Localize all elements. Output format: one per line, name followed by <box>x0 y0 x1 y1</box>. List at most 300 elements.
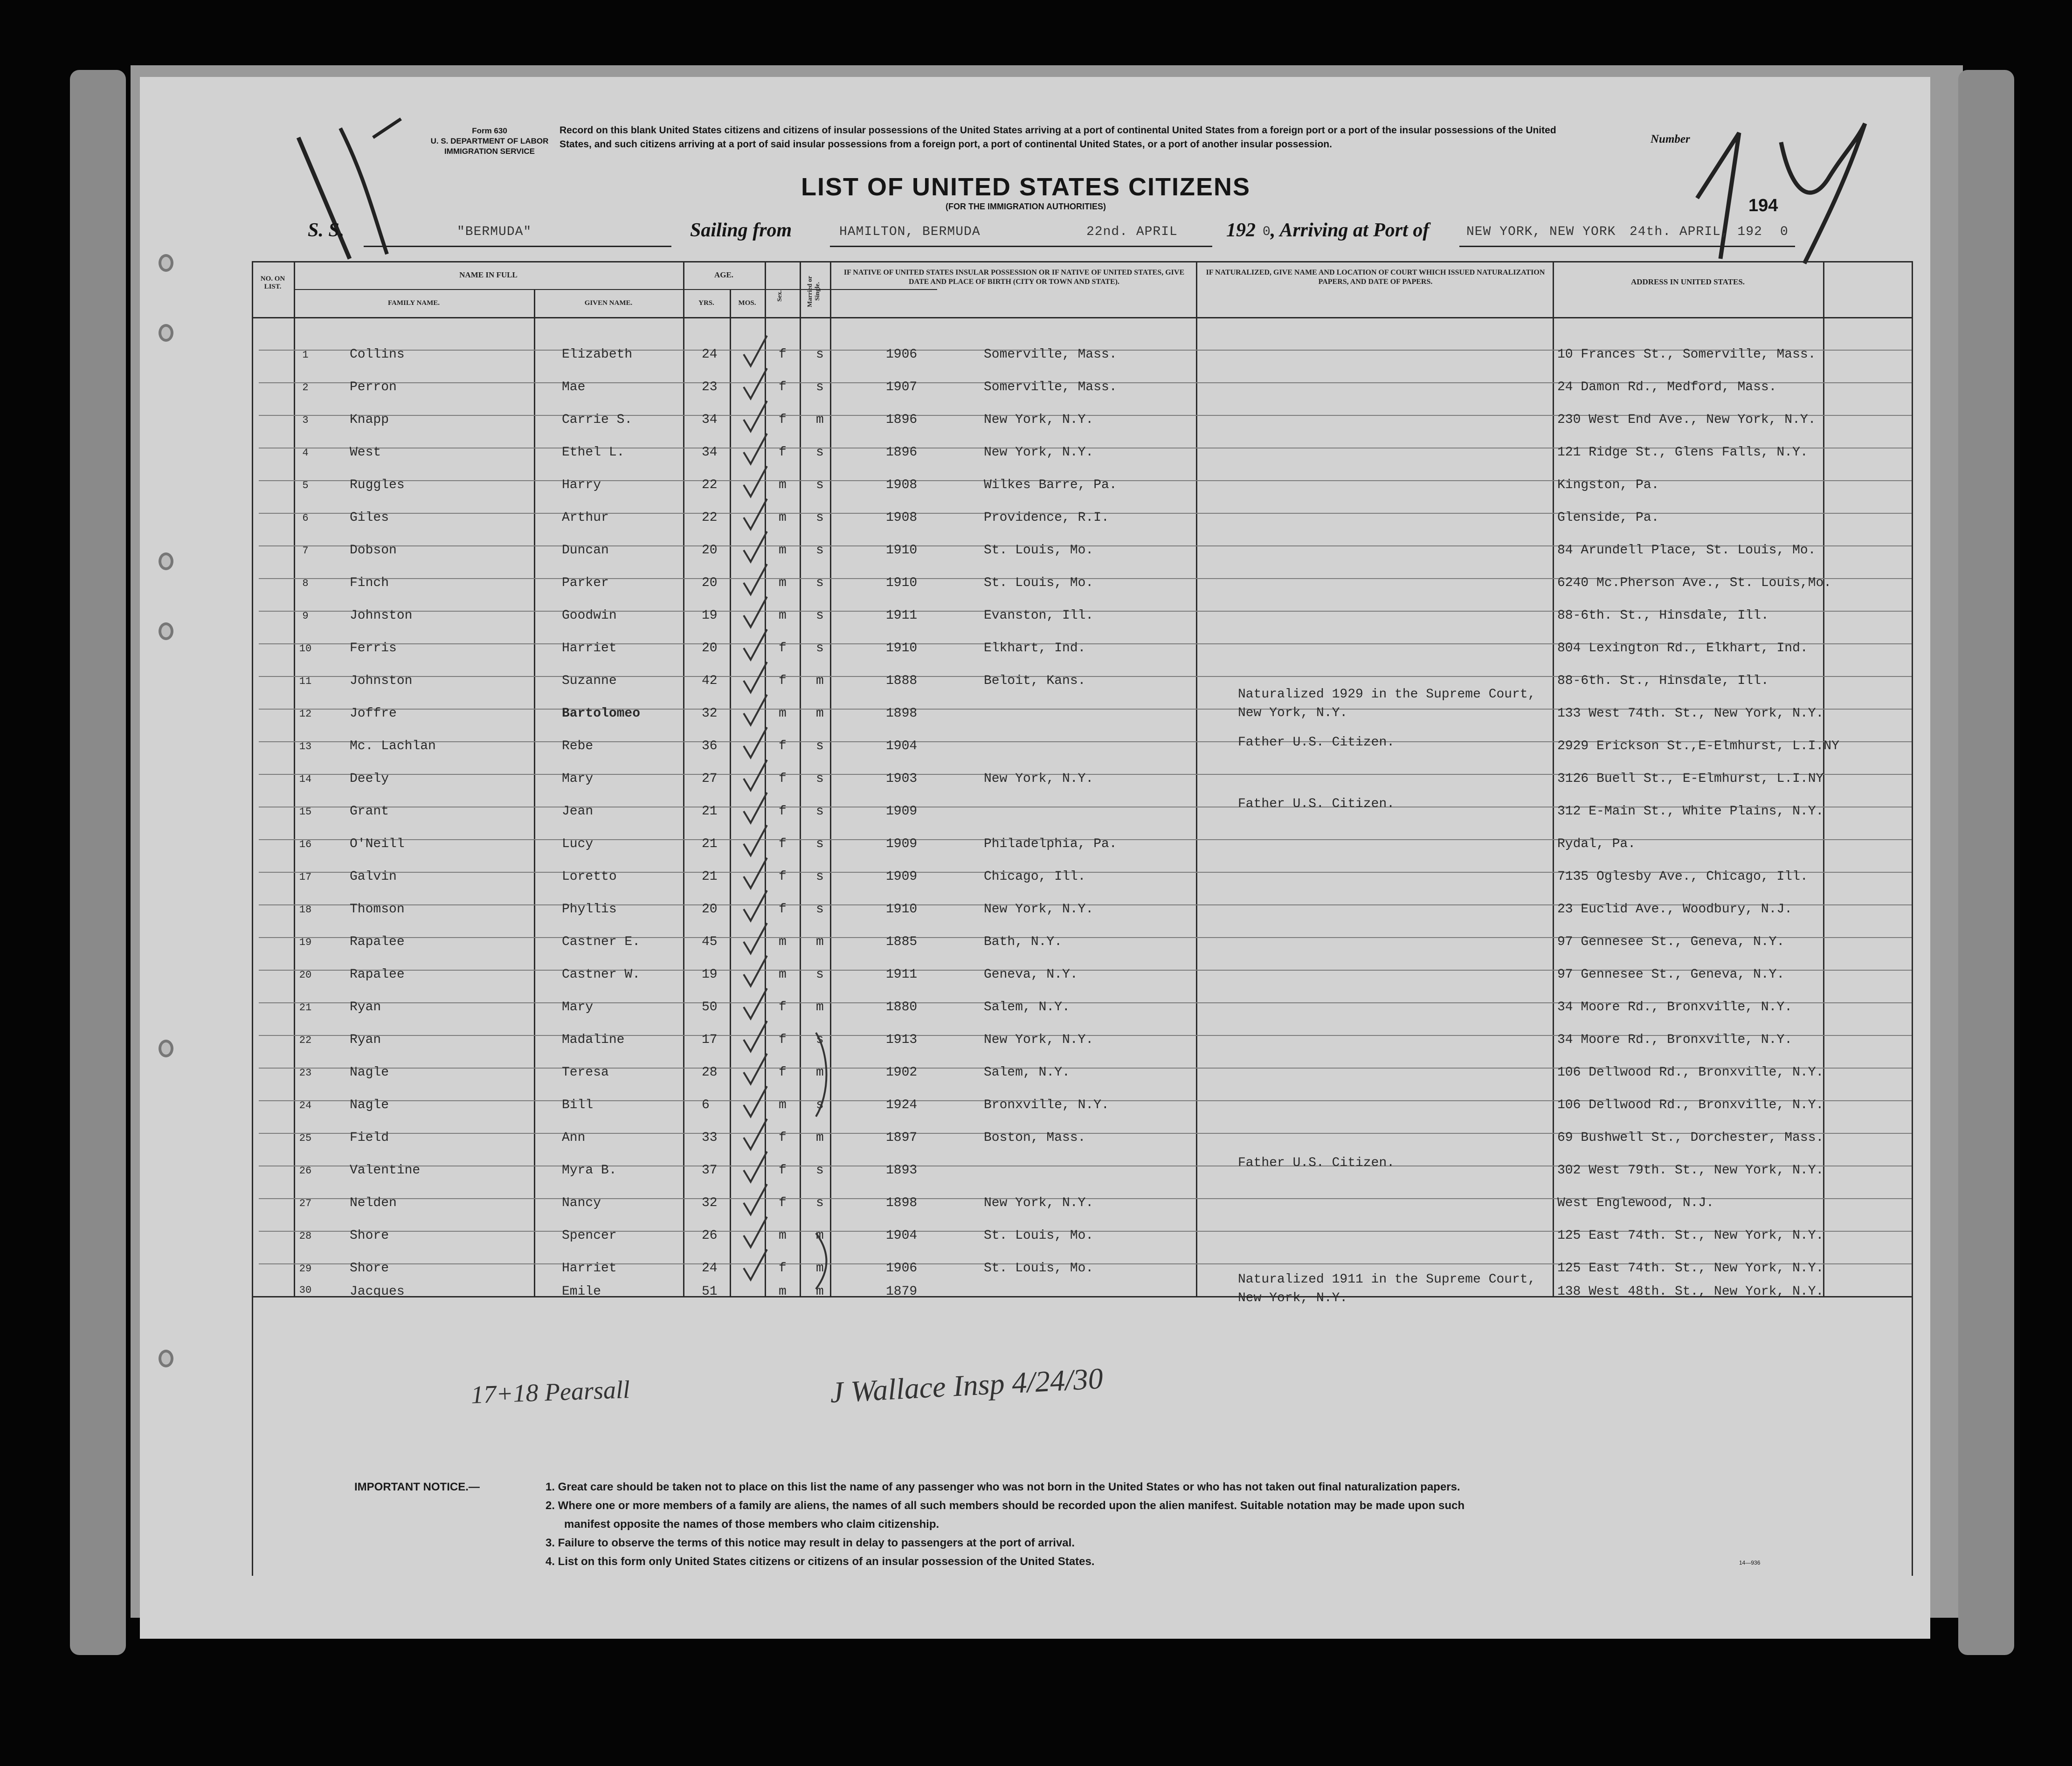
us-address: 121 Ridge St., Glens Falls, N.Y. <box>1557 445 1808 460</box>
us-address: 2929 Erickson St.,E-Elmhurst, L.I.NY <box>1557 739 1839 753</box>
birth-year: 1880 <box>886 1000 918 1014</box>
given-name: Elizabeth <box>562 347 633 362</box>
checkmark-icon <box>741 366 769 403</box>
birth-year: 1907 <box>886 380 918 394</box>
checkmark-icon <box>741 790 769 828</box>
given-name: Goodwin <box>562 608 617 623</box>
us-address: 133 West 74th. St., New York, N.Y. <box>1557 706 1824 721</box>
row-number: 18 <box>299 904 312 916</box>
us-address: 23 Euclid Ave., Woodbury, N.J. <box>1557 902 1793 917</box>
col-header-naturalized: IF NATURALIZED, GIVE NAME AND LOCATION OF COURT WHICH ISSUED NATURALIZATION PAPERS, AND DATE OF PAPERS. <box>1206 269 1545 286</box>
service-name: IMMIGRATION SERVICE <box>444 147 535 156</box>
row-number: 8 <box>302 578 309 589</box>
birth-year: 1896 <box>886 445 918 460</box>
punch-hole <box>159 324 173 342</box>
table-row <box>140 1228 1930 1261</box>
family-name: Thomson <box>350 902 405 917</box>
age-years: 22 <box>702 510 718 525</box>
given-name: Teresa <box>562 1065 609 1080</box>
age-years: 20 <box>702 902 718 917</box>
birth-year: 1909 <box>886 837 918 851</box>
table-row <box>140 1156 1930 1196</box>
sex: f <box>779 1163 787 1178</box>
birth-year: 1911 <box>886 608 918 623</box>
birth-place: New York, N.Y. <box>984 1033 1094 1047</box>
us-address: 69 Bushwell St., Dorchester, Mass. <box>1557 1131 1824 1145</box>
birth-place: Bath, N.Y. <box>984 935 1063 949</box>
checkmark-icon <box>741 953 769 991</box>
manifest-page <box>140 77 1930 1639</box>
birth-place: New York, N.Y. <box>984 772 1094 786</box>
family-name: Galvin <box>350 869 397 884</box>
row-number: 10 <box>299 643 312 655</box>
table-row <box>140 869 1930 902</box>
sailing-year-digit: 0 <box>1263 225 1271 239</box>
birth-year: 1910 <box>886 576 918 590</box>
checkmark-icon <box>741 464 769 501</box>
birth-place: Salem, N.Y. <box>984 1000 1070 1014</box>
checkmark-icon <box>741 986 769 1023</box>
birth-place: Chicago, Ill. <box>984 869 1086 884</box>
family-name: West <box>350 445 381 460</box>
age-years: 23 <box>702 380 718 394</box>
sex: m <box>779 510 787 525</box>
family-name: Johnston <box>350 608 413 623</box>
col-header-family: FAMILY NAME. <box>387 299 440 307</box>
us-address: 7135 Oglesby Ave., Chicago, Ill. <box>1557 869 1808 884</box>
given-name: Arthur <box>562 510 609 525</box>
marital-status: s <box>816 1163 824 1178</box>
marital-status: s <box>816 380 824 394</box>
sailing-port: HAMILTON, BERMUDA <box>839 225 981 239</box>
birth-place: St. Louis, Mo. <box>984 1228 1094 1243</box>
table-row <box>140 445 1930 478</box>
birth-place: Somerville, Mass. <box>984 347 1117 362</box>
sex: f <box>779 641 787 655</box>
marital-status: s <box>816 641 824 655</box>
age-years: 34 <box>702 445 718 460</box>
row-number: 1 <box>302 349 309 361</box>
birth-year: 1898 <box>886 706 918 721</box>
given-name: Phyllis <box>562 902 617 917</box>
marital-status: s <box>816 478 824 492</box>
age-years: 21 <box>702 837 718 851</box>
sex: m <box>779 478 787 492</box>
us-address: Glenside, Pa. <box>1557 510 1659 525</box>
table-row <box>140 1098 1930 1131</box>
table-row <box>140 1131 1930 1163</box>
checkmark-icon <box>741 725 769 762</box>
marital-status: m <box>816 1000 824 1014</box>
family-name: Collins <box>350 347 405 362</box>
birth-year: 1910 <box>886 641 918 655</box>
birth-year: 1906 <box>886 1261 918 1276</box>
sex: f <box>779 1000 787 1014</box>
header-mid-rule <box>294 289 937 290</box>
given-name: Bartolomeo <box>562 706 641 721</box>
birth-place: St. Louis, Mo. <box>984 1261 1094 1276</box>
age-years: 21 <box>702 869 718 884</box>
marital-status: s <box>816 902 824 917</box>
family-name: Mc. Lachlan <box>350 739 436 753</box>
marital-status: s <box>816 347 824 362</box>
family-name: Perron <box>350 380 397 394</box>
given-name: Parker <box>562 576 609 590</box>
family-name: Finch <box>350 576 389 590</box>
sex: f <box>779 1196 787 1210</box>
given-name: Ann <box>562 1131 586 1145</box>
family-name: Nagle <box>350 1098 389 1112</box>
us-address: 6240 Mc.Pherson Ave., St. Louis,Mo. <box>1557 576 1832 590</box>
marital-status: s <box>816 869 824 884</box>
table-row <box>140 543 1930 576</box>
marital-status: m <box>816 1228 824 1243</box>
family-name: Deely <box>350 772 389 786</box>
age-years: 34 <box>702 413 718 427</box>
given-name: Mary <box>562 1000 594 1014</box>
handwritten-note: 17+18 Pearsall <box>470 1375 630 1409</box>
row-number: 30 <box>299 1284 312 1296</box>
sex: m <box>779 608 787 623</box>
naturalization-info: Father U.S. Citizen. <box>1238 797 1395 811</box>
age-years: 32 <box>702 706 718 721</box>
birth-year: 1896 <box>886 413 918 427</box>
checkmark-icon <box>741 431 769 469</box>
ss-label: S. S. <box>308 220 345 241</box>
us-address: 84 Arundell Place, St. Louis, Mo. <box>1557 543 1816 558</box>
record-instructions: Record on this blank United States citizens and citizens of insular possessions of the United States arriving at a port of continental United States from a foreign port or a port of the insular possessions of the United States, and such citizens arriving at a port of said insular possessions from a foreign port, a port of continental United States, or a port of another insular possession. <box>559 125 1556 150</box>
family-name: Johnston <box>350 674 413 688</box>
table-row <box>140 687 1930 739</box>
us-address: 138 West 48th. St., New York, N.Y. <box>1557 1284 1824 1299</box>
sex: m <box>779 576 787 590</box>
row-number: 19 <box>299 937 312 948</box>
us-address: 230 West End Ave., New York, N.Y. <box>1557 413 1816 427</box>
bracket-mark <box>811 1228 839 1294</box>
birth-place: Wilkes Barre, Pa. <box>984 478 1117 492</box>
table-row <box>140 735 1930 772</box>
given-name: Rebe <box>562 739 594 753</box>
row-number: 2 <box>302 382 309 393</box>
birth-place: Evanston, Ill. <box>984 608 1094 623</box>
us-address: 312 E-Main St., White Plains, N.Y. <box>1557 804 1824 819</box>
age-years: 32 <box>702 1196 718 1210</box>
col-header-sex: Sex. <box>776 290 783 302</box>
row-number: 22 <box>299 1035 312 1046</box>
page-title: LIST OF UNITED STATES CITIZENS <box>801 173 1250 201</box>
age-years: 51 <box>702 1284 718 1299</box>
given-name: Castner W. <box>562 967 641 982</box>
table-row <box>140 478 1930 510</box>
table-row <box>140 1196 1930 1228</box>
form-code: 14—936 <box>1739 1559 1761 1566</box>
us-address: 34 Moore Rd., Bronxville, N.Y. <box>1557 1033 1793 1047</box>
family-name: Grant <box>350 804 389 819</box>
checkmark-icon <box>741 1117 769 1154</box>
given-name: Emile <box>562 1284 601 1299</box>
given-name: Madaline <box>562 1033 625 1047</box>
given-name: Bill <box>562 1098 594 1112</box>
birth-place: New York, N.Y. <box>984 1196 1094 1210</box>
row-number: 6 <box>302 512 309 524</box>
checkmark-icon <box>741 497 769 534</box>
birth-year: 1903 <box>886 772 918 786</box>
checkmark-icon <box>741 855 769 893</box>
family-name: Shore <box>350 1261 389 1276</box>
birth-place: St. Louis, Mo. <box>984 576 1094 590</box>
col-header-yrs: YRS. <box>698 299 714 307</box>
sex: f <box>779 869 787 884</box>
family-name: Ruggles <box>350 478 405 492</box>
row-number: 21 <box>299 1002 312 1014</box>
family-name: Nelden <box>350 1196 397 1210</box>
family-name: O'Neill <box>350 837 405 851</box>
table-row <box>140 413 1930 445</box>
marital-status: m <box>816 413 824 427</box>
marital-status: s <box>816 772 824 786</box>
family-name: Knapp <box>350 413 389 427</box>
age-years: 20 <box>702 543 718 558</box>
number-label: Number <box>1651 133 1690 145</box>
row-number: 12 <box>299 708 312 720</box>
age-years: 33 <box>702 1131 718 1145</box>
sex: f <box>779 674 787 688</box>
given-name: Lucy <box>562 837 594 851</box>
birth-place: Somerville, Mass. <box>984 380 1117 394</box>
sex: f <box>779 1261 787 1276</box>
family-name: Shore <box>350 1228 389 1243</box>
checkmark-icon <box>741 562 769 599</box>
row-number: 28 <box>299 1230 312 1242</box>
age-years: 20 <box>702 641 718 655</box>
rule <box>830 246 1212 247</box>
page-subtitle: (FOR THE IMMIGRATION AUTHORITIES) <box>946 202 1106 211</box>
table-top-rule <box>252 261 1912 262</box>
age-years: 17 <box>702 1033 718 1047</box>
checkmark-icon <box>741 333 769 371</box>
table-row <box>140 797 1930 837</box>
arriving-date: 24th. APRIL, 192 <box>1630 225 1762 239</box>
sex: m <box>779 1098 787 1112</box>
row-number: 14 <box>299 773 312 785</box>
birth-year: 1879 <box>886 1284 918 1299</box>
age-years: 37 <box>702 1163 718 1178</box>
table-row <box>140 1272 1930 1322</box>
marital-status: s <box>816 543 824 558</box>
age-years: 22 <box>702 478 718 492</box>
col-header-address: ADDRESS IN UNITED STATES. <box>1630 277 1745 286</box>
sex: m <box>779 935 787 949</box>
us-address: West Englewood, N.J. <box>1557 1196 1714 1210</box>
us-address: Rydal, Pa. <box>1557 837 1636 851</box>
row-number: 23 <box>299 1067 312 1079</box>
us-address: 125 East 74th. St., New York, N.Y. <box>1557 1261 1824 1276</box>
us-address: 3126 Buell St., E-Elmhurst, L.I.NY <box>1557 772 1824 786</box>
rule <box>364 246 671 247</box>
table-row <box>140 608 1930 641</box>
marital-status: s <box>816 967 824 982</box>
table-row <box>140 1065 1930 1098</box>
row-number: 5 <box>302 480 309 491</box>
row-number: 24 <box>299 1100 312 1111</box>
notice-heading: IMPORTANT NOTICE.— <box>354 1481 480 1493</box>
naturalization-info: Naturalized 1929 in the Supreme Court, New York, N.Y. <box>1238 687 1536 720</box>
given-name: Harry <box>562 478 601 492</box>
sailing-year-label: 192 <box>1226 220 1256 241</box>
birth-year: 1908 <box>886 510 918 525</box>
family-name: Jacques <box>350 1284 405 1299</box>
marital-status: s <box>816 1098 824 1112</box>
notice-item: 3. Failure to observe the terms of this notice may result in delay to passengers at the port of arrival. <box>546 1537 1075 1549</box>
marital-status: s <box>816 576 824 590</box>
marital-status: m <box>816 706 824 721</box>
marital-status: s <box>816 445 824 460</box>
given-name: Nancy <box>562 1196 601 1210</box>
col-header-mos: MOS. <box>738 299 756 307</box>
checkmark-icon <box>741 1214 769 1252</box>
checkmark-icon <box>741 1084 769 1121</box>
sex: m <box>779 706 787 721</box>
sex: f <box>779 380 787 394</box>
sex: m <box>779 1228 787 1243</box>
col-header-name-in-full: NAME IN FULL <box>459 270 518 279</box>
us-address: 10 Frances St., Somerville, Mass. <box>1557 347 1816 362</box>
table-row <box>140 1033 1930 1065</box>
marital-status: m <box>816 1261 824 1276</box>
marital-status: m <box>816 674 824 688</box>
marital-status: s <box>816 739 824 753</box>
marital-status: s <box>816 1033 824 1047</box>
age-years: 28 <box>702 1065 718 1080</box>
age-years: 24 <box>702 347 718 362</box>
col-header-birth: IF NATIVE OF UNITED STATES INSULAR POSSESSION OR IF NATIVE OF UNITED STATES, GIVE DATE AND PLACE OF BIRTH (CITY OR TOWN AND STATE). <box>843 269 1185 286</box>
us-address: 804 Lexington Rd., Elkhart, Ind. <box>1557 641 1808 655</box>
checkmark-icon <box>741 921 769 958</box>
us-address: 97 Gennesee St., Geneva, N.Y. <box>1557 967 1785 982</box>
table-row <box>140 902 1930 935</box>
given-name: Carrie S. <box>562 413 633 427</box>
family-name: Nagle <box>350 1065 389 1080</box>
row-number: 7 <box>302 545 309 557</box>
marital-status: m <box>816 1131 824 1145</box>
birth-year: 1904 <box>886 1228 918 1243</box>
birth-place: New York, N.Y. <box>984 902 1094 917</box>
sex: m <box>779 1284 787 1299</box>
age-years: 20 <box>702 576 718 590</box>
age-years: 26 <box>702 1228 718 1243</box>
checkmark-icon <box>741 1182 769 1219</box>
birth-year: 1902 <box>886 1065 918 1080</box>
us-address: 88-6th. St., Hinsdale, Ill. <box>1557 674 1769 688</box>
marital-status: s <box>816 1196 824 1210</box>
notice-item: 1. Great care should be taken not to place on this list the name of any passenger who was not born in the United States or who has not taken out final naturalization papers. <box>546 1481 1460 1493</box>
table-row <box>140 967 1930 1000</box>
birth-year: 1924 <box>886 1098 918 1112</box>
sex: f <box>779 837 787 851</box>
us-address: 106 Dellwood Rd., Bronxville, N.Y. <box>1557 1098 1824 1112</box>
birth-place: Salem, N.Y. <box>984 1065 1070 1080</box>
age-years: 42 <box>702 674 718 688</box>
age-years: 19 <box>702 608 718 623</box>
given-name: Loretto <box>562 869 617 884</box>
birth-year: 1906 <box>886 347 918 362</box>
given-name: Spencer <box>562 1228 617 1243</box>
birth-year: 1885 <box>886 935 918 949</box>
checkmark-icon <box>741 660 769 697</box>
given-name: Harriet <box>562 1261 617 1276</box>
checkmark-icon <box>741 1051 769 1089</box>
us-address: Kingston, Pa. <box>1557 478 1659 492</box>
row-number: 20 <box>299 969 312 981</box>
given-name: Suzanne <box>562 674 617 688</box>
col-header-married: Married or Single. <box>807 276 821 307</box>
birth-year: 1897 <box>886 1131 918 1145</box>
given-name: Mary <box>562 772 594 786</box>
age-years: 36 <box>702 739 718 753</box>
sex: m <box>779 967 787 982</box>
row-number: 25 <box>299 1132 312 1144</box>
age-years: 50 <box>702 1000 718 1014</box>
given-name: Mae <box>562 380 586 394</box>
table-row <box>140 510 1930 543</box>
marital-status: s <box>816 510 824 525</box>
right-binding-strip <box>1958 70 2014 1655</box>
sex: f <box>779 1065 787 1080</box>
ship-name: "BERMUDA" <box>457 225 532 239</box>
checkmark-icon <box>741 692 769 730</box>
birth-year: 1908 <box>886 478 918 492</box>
row-number: 16 <box>299 839 312 850</box>
family-name: Joffre <box>350 706 397 721</box>
age-years: 19 <box>702 967 718 982</box>
us-address: 125 East 74th. St., New York, N.Y. <box>1557 1228 1824 1243</box>
checkmark-icon <box>741 594 769 632</box>
page-number: 194 <box>1748 196 1778 215</box>
table-row <box>140 576 1930 608</box>
notice-item: 2. Where one or more members of a family are aliens, the names of all such members should be recorded upon the alien manifest. Suitable notation may be made upon such <box>546 1499 1465 1512</box>
birth-year: 1893 <box>886 1163 918 1178</box>
birth-year: 1898 <box>886 1196 918 1210</box>
table-row <box>140 935 1930 967</box>
form-number: Form 630 <box>472 126 507 135</box>
inspector-signature: J Wallace Insp 4/24/30 <box>829 1361 1104 1409</box>
birth-year: 1909 <box>886 869 918 884</box>
age-years: 27 <box>702 772 718 786</box>
punch-hole <box>159 254 173 272</box>
arriving-port: NEW YORK, NEW YORK <box>1466 225 1616 239</box>
marital-status: m <box>816 1284 824 1299</box>
checkmark-icon <box>741 399 769 436</box>
row-number: 11 <box>299 676 312 687</box>
birth-place: Providence, R.I. <box>984 510 1109 525</box>
us-address: 302 West 79th. St., New York, N.Y. <box>1557 1163 1824 1178</box>
birth-year: 1910 <box>886 543 918 558</box>
row-number: 9 <box>302 610 309 622</box>
sex: f <box>779 739 787 753</box>
birth-place: Bronxville, N.Y. <box>984 1098 1109 1112</box>
header-bottom-rule <box>252 317 1912 318</box>
table-row <box>140 772 1930 804</box>
rule <box>1459 246 1795 247</box>
row-number: 15 <box>299 806 312 818</box>
given-name: Ethel L. <box>562 445 625 460</box>
age-years: 6 <box>702 1098 710 1112</box>
sex: f <box>779 445 787 460</box>
marital-status: m <box>816 1065 824 1080</box>
age-years: 45 <box>702 935 718 949</box>
given-name: Myra B. <box>562 1163 617 1178</box>
row-number: 26 <box>299 1165 312 1177</box>
